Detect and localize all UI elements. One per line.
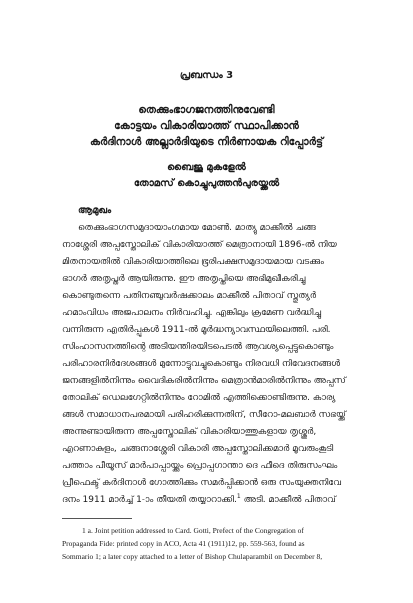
paragraph-line: വന്നിരുന്ന എതിർപ്പുകൾ 1911-ൽ മൂർദ്ധന്യാവസ്ഥയിലെത്തി. പരി. — [62, 325, 331, 335]
paragraph-text: അടി. മാക്കീൽ പിതാവ് — [240, 495, 336, 505]
paragraph-text: ദനം 1911 മാർച്ച് 1-ാം തീയതി തയ്യാറാക്കി. — [62, 495, 237, 505]
paragraph-line: പ്രീഫെക്ട് കർദിനാൾ ഗോത്തിക്കും സമർപ്പിക്കാൻ ഒരു സംയുക്തനിവേ — [62, 478, 341, 488]
paragraph-line: കൊണ്ടുതന്നെ പതിനഞ്ചുവർഷക്കാലം മാക്കീൽ പിതാവ് സ്തുത്യർ — [62, 291, 317, 301]
author-2: തോമസ് കൊച്ചുപുത്തൻപുരയ്ക്കൽ — [133, 178, 280, 189]
footnote-line: Sommario 1; a later copy attached to a letter of Bishop Chulaparambil on December 8, — [62, 552, 323, 561]
paragraph-line: ഭാഗർ അതൃപ്തർ ആയിരുന്നു. ഈ അതൃപ്തിയെ അഭിമുഖീകരിച്ചു — [62, 274, 306, 284]
paragraph-line: മിതനായതിൽ വികാരിയാത്തിലെ ഭൂരിപക്ഷസമുദായമായ വടക്കും — [62, 257, 324, 267]
footnote-reference[interactable]: 1 — [236, 493, 241, 500]
footnote-line: 1 a. Joint petition addressed to Card. Gotti, Prefect of the Congregation of — [82, 526, 304, 535]
paragraph-line: ങ്ങൾ സമാധാനപരമായി പരിഹരിക്കുന്നതിന്, സീറോ-മലബാർ സഭയ്ക്ക് — [62, 410, 346, 420]
paragraph-line: ഹമാംവിധം അജപാലനം നിർവഹിച്ചു. എങ്കിലും ക്രമേണ വർദ്ധിച്ചു — [62, 308, 322, 318]
paragraph-line: പത്താം പീയൂസ് മാർപാപ്പായ്ക്കും പ്രൊപ്പഗാന്താ ദെ ഫീദെ തിരുസംഘം — [62, 461, 338, 471]
paragraph-line: തെക്കുംഭാഗസമുദായാംഗമായ മോൺ. മാത്യു മാക്കീൽ ചങ്ങ — [78, 223, 316, 233]
section-heading: ആമുഖം — [78, 205, 112, 216]
paragraph-line-last — [62, 492, 354, 509]
footnote-divider — [62, 518, 132, 519]
paragraph-line: ജനങ്ങളിൽനിന്നും വൈദികരിൽനിന്നും മെത്രാൻമാരിൽനിന്നും അപ്പസ് — [62, 376, 346, 386]
title-line-1: തെക്കുംഭാഗജനത്തിനുവേണ്ടി — [138, 104, 275, 116]
author-1: ബൈജു മുകളേൽ — [167, 162, 246, 173]
paragraph-line: തോലിക് ഡെലഗേറ്റിൽനിന്നും റോമിൽ എത്തിക്കൊണ്ടിരുന്നു. കാര്യ — [62, 393, 336, 403]
footnote-line: Propaganda Fide: printed copy in ACO, Acta 41 (1911)12, pp. 559-563, found as — [62, 539, 305, 548]
title-line-2: കോട്ടയം വികാരിയാത്ത് സ്ഥാപിക്കാൻ — [114, 120, 299, 132]
paragraph-line: സിംഹാസനത്തിന്റെ അടിയന്തിരയിടപെടൽ ആവശ്യപ്പെട്ടുകൊണ്ടും — [62, 342, 334, 352]
paragraph-line: അന്നുണ്ടായിരുന്ന അപ്പസ്തോലിക് വികാരിയാത്തുകളായ തൃശ്ശൂർ, — [62, 427, 317, 437]
paragraph-line: എറണാകുളം, ചങ്ങനാശ്ശേരി വികാരി അപ്പസ്തോലിക്കമാർ മൂവരുംകൂടി — [62, 444, 334, 454]
paragraph-line: പരിഹാരനിർദേശങ്ങൾ മുന്നോട്ടുവച്ചുകൊണ്ടും നിരവധി നിവേദനങ്ങൾ — [62, 359, 341, 369]
paragraph-line: നാശ്ശേരി അപ്പസ്തോലിക് വികാരിയാത്ത് മെത്രാനായി 1896-ൽ നിയ — [62, 240, 337, 250]
chapter-label: പ്രബന്ധം 3 — [179, 70, 234, 81]
title-line-3: കർദിനാൾ അല്ലാർദിയുടെ നിർണായക റിപ്പോർട്ട് — [89, 136, 324, 148]
